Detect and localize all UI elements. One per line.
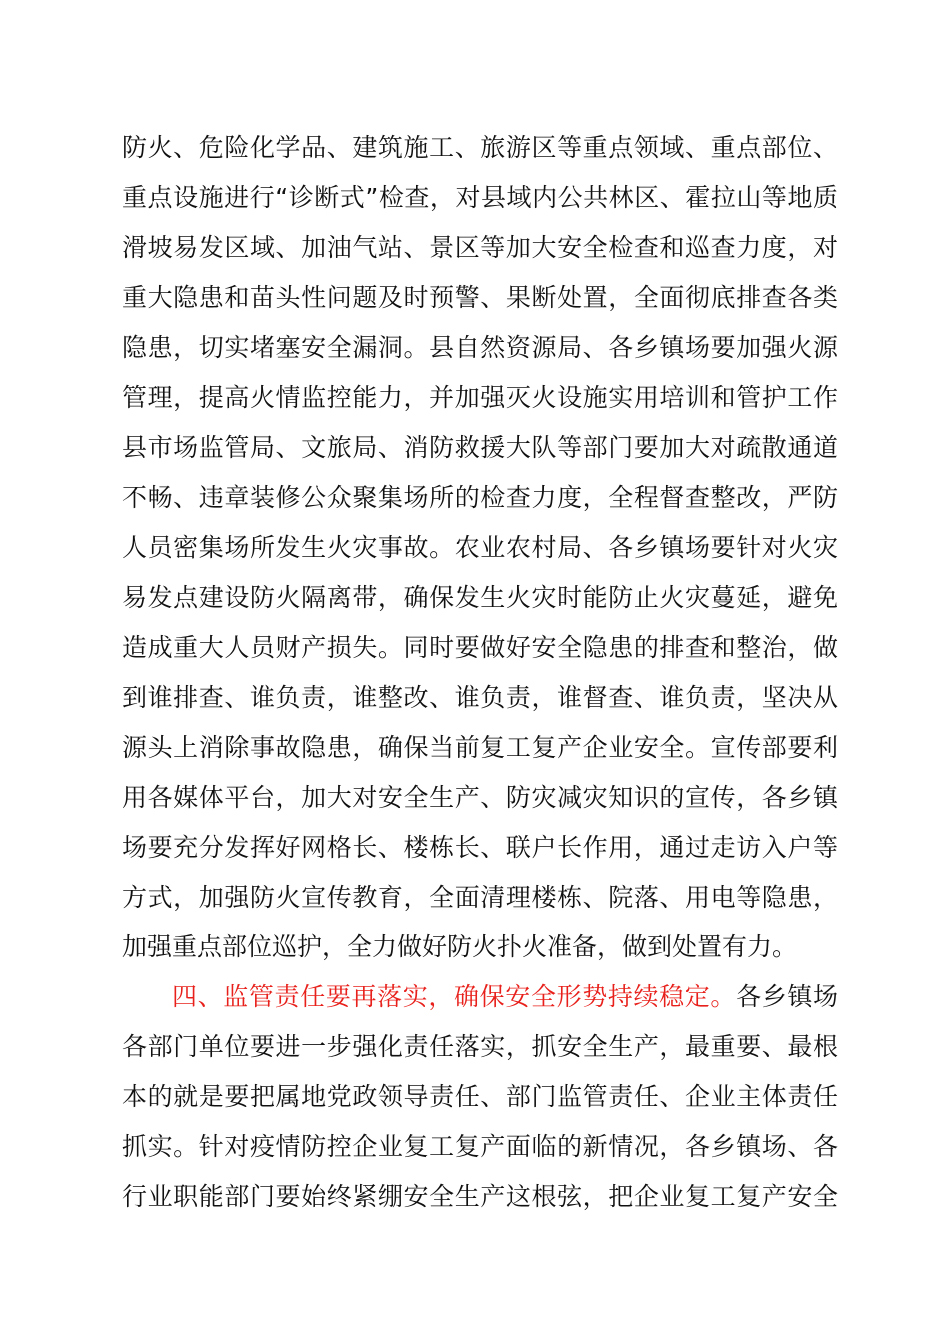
paragraph-line: 不畅、违章装修公众聚集场所的检查力度，全程督查整改，严防 [122, 483, 838, 512]
paragraph-line: 重大隐患和苗头性问题及时预警、果断处置，全面彻底排查各类 [122, 283, 838, 312]
section-heading-tail: 各乡镇场 [736, 982, 838, 1011]
section-heading-line [172, 972, 838, 1022]
paragraph-line: 方式，加强防火宣传教育，全面清理楼栋、院落、用电等隐患， [122, 883, 838, 912]
paragraph-line: 到谁排查、谁负责，谁整改、谁负责，谁督查、谁负责，坚决从 [122, 683, 838, 712]
paragraph-line: 防火、危险化学品、建筑施工、旅游区等重点领域、重点部位、 [122, 133, 838, 162]
section-heading: 四、监管责任要再落实，确保安全形势持续稳定。 [172, 982, 737, 1011]
paragraph-line: 抓实。针对疫情防控企业复工复产面临的新情况，各乡镇场、各 [122, 1132, 838, 1161]
paragraph-line: 滑坡易发区域、加油气站、景区等加大安全检查和巡查力度，对 [122, 233, 838, 262]
paragraph-line: 造成重大人员财产损失。同时要做好安全隐患的排查和整治，做 [122, 633, 838, 662]
paragraph-line: 隐患，切实堵塞安全漏洞。县自然资源局、各乡镇场要加强火源 [122, 333, 838, 362]
paragraph-line: 用各媒体平台，加大对安全生产、防灾减灾知识的宣传，各乡镇 [122, 783, 838, 812]
paragraph-line: 本的就是要把属地党政领导责任、部门监管责任、企业主体责任 [122, 1082, 838, 1111]
paragraph-line: 各部门单位要进一步强化责任落实，抓安全生产，最重要、最根 [122, 1032, 838, 1061]
paragraph-line: 行业职能部门要始终紧绷安全生产这根弦，把企业复工复产安全 [122, 1182, 838, 1211]
paragraph-line: 源头上消除事故隐患，确保当前复工复产企业安全。宣传部要利 [122, 733, 838, 762]
paragraph-line: 重点设施进行“诊断式”检查，对县域内公共林区、霍拉山等地质 [122, 183, 838, 212]
paragraph-line: 场要充分发挥好网格长、楼栋长、联户长作用，通过走访入户等 [122, 833, 838, 862]
paragraph-line-last: 加强重点部位巡护，全力做好防火扑火准备，做到处置有力。 [122, 932, 798, 961]
paragraph-line: 管理，提高火情监控能力，并加强灭火设施实用培训和管护工作 [122, 383, 838, 412]
paragraph-line: 人员密集场所发生火灾事故。农业农村局、各乡镇场要针对火灾 [122, 533, 838, 562]
paragraph-line: 易发点建设防火隔离带，确保发生火灾时能防止火灾蔓延，避免 [122, 583, 838, 612]
paragraph-line: 县市场监管局、文旅局、消防救援大队等部门要加大对疏散通道 [122, 433, 838, 462]
